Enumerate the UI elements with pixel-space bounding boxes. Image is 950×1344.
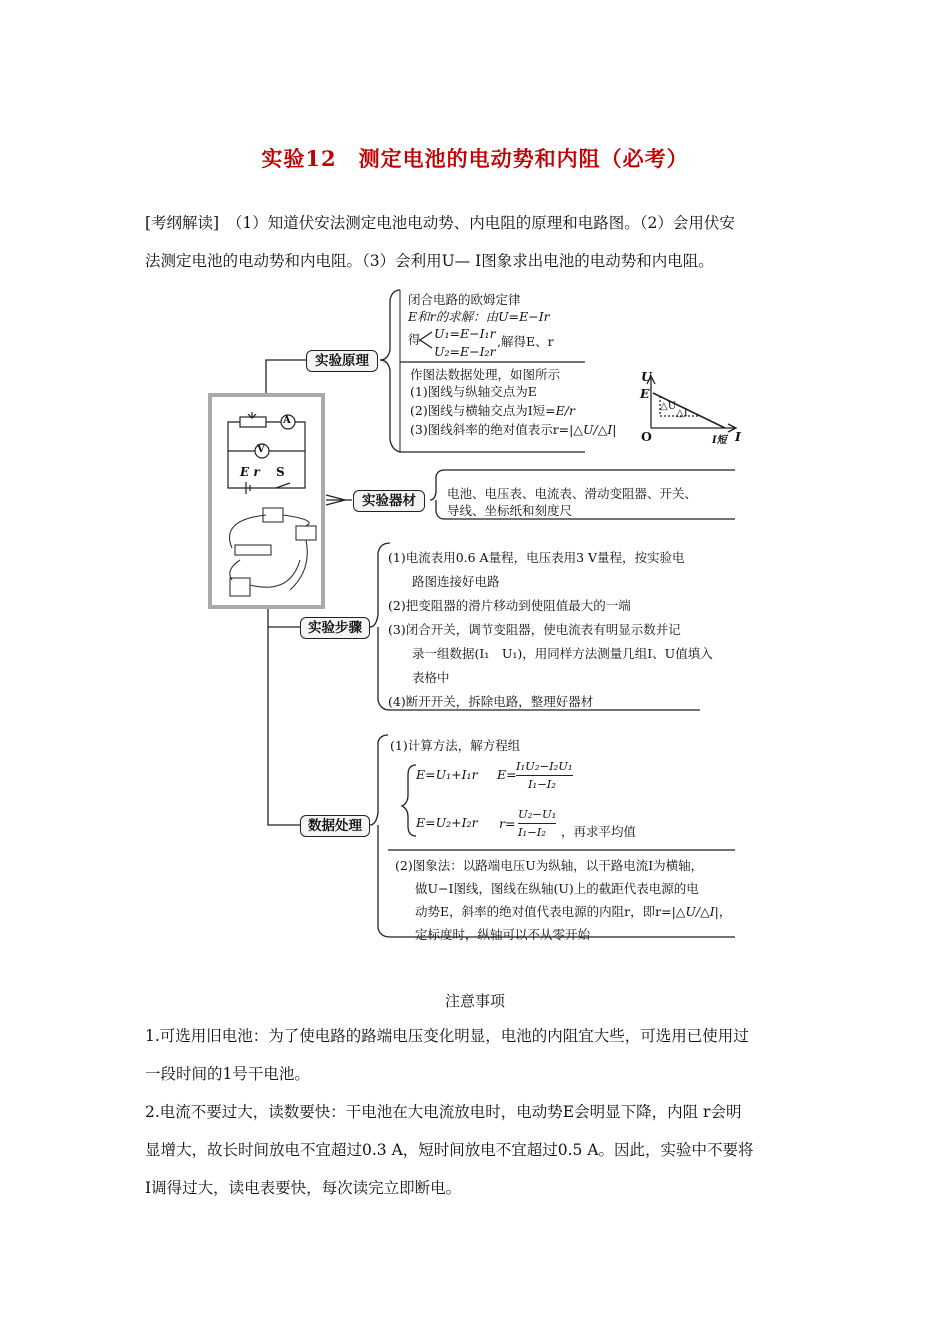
graph-e-label: E [640, 386, 650, 401]
switch-label: S [276, 465, 285, 479]
note-1-line-2: 一段时间的1号干电池。 [145, 1065, 310, 1083]
step-1-line-1: (1)电流表用0.6 A量程，电压表用3 V量程，按实验电 [388, 550, 685, 565]
graph-i-axis-label: I [735, 429, 741, 444]
data-e-label: E= [497, 767, 517, 782]
principle-slope-formula: |△U/△I| [569, 422, 617, 437]
data-e-numerator: I₁U₂−I₂U₁ [516, 758, 573, 776]
data-graph-slope: |△U/△I| [671, 904, 719, 919]
data-eq-1: E=U₁+I₁r [416, 767, 478, 782]
principle-line-5: (1)图线与纵轴交点为E [410, 384, 537, 399]
principle-graph-text [410, 366, 617, 438]
data-graph-line-2: 做U−I图线，图线在纵轴(U)上的截距代表电源的电 [415, 881, 699, 896]
principle-eq-2: U₂=E−I₂r [434, 344, 496, 359]
data-r-label: r= [499, 816, 516, 831]
data-graph-line-1: (2)图象法：以路端电压U为纵轴，以干路电流I为横轴， [395, 858, 704, 873]
equipment-text [447, 485, 697, 519]
principle-line-2: E和r的求解：由U=E−Ir [408, 309, 550, 324]
graph-ishort-label: I短 [712, 435, 727, 446]
graph-di-label: △I [676, 408, 688, 419]
intro-line-1: [考纲解读] （1）知道伏安法测定电池电动势、内电阻的原理和电路图。（2）会用伏安 [145, 214, 735, 232]
principle-ishort-formula: E/r [555, 403, 575, 418]
data-graph-line-4: 定标度时，纵轴可以不从零开始 [415, 927, 591, 942]
page-title: 实验12 测定电池的电动势和内阻（必考） [261, 146, 689, 171]
steps-label: 实验步骤 [300, 617, 370, 639]
note-1 [145, 1017, 815, 1093]
steps-text [388, 546, 713, 714]
step-3-line-2: 录一组数据(I₁ U₁)，用同样方法测量几组I、U值填入 [412, 646, 713, 661]
step-1-line-2: 路图连接好电路 [412, 574, 500, 589]
principle-solve: ,解得E、r [497, 334, 554, 349]
data-label: 数据处理 [300, 815, 370, 837]
data-average: ，再求平均值 [561, 824, 637, 839]
battery-label: E r [240, 465, 260, 479]
graph-u-axis-label: U [641, 369, 652, 384]
data-r-denominator: I₁−I₂ [518, 825, 546, 839]
principle-line-7: (3)图线斜率的绝对值表示r= [410, 422, 570, 437]
data-r-numerator: U₂−U₁ [518, 806, 556, 824]
note-2-line-3: I调得过大，读电表要快，每次读完立即断电。 [145, 1179, 462, 1197]
data-e-denominator: I₁−I₂ [528, 777, 556, 791]
note-2 [145, 1093, 815, 1207]
step-3-line-3: 表格中 [412, 670, 450, 685]
data-method-2 [395, 854, 731, 946]
note-1-line-1: 1.可选用旧电池：为了使电路的路端电压变化明显，电池的内阻宜大些，可选用已使用过 [145, 1027, 749, 1045]
step-4: (4)断开开关，拆除电路，整理好器材 [388, 694, 594, 709]
graph-du-label: △U [660, 401, 677, 412]
data-graph-line-3-end: ， [718, 904, 732, 919]
principle-line-3a: 得 [408, 332, 421, 347]
equipment-line-1: 电池、电压表、电流表、滑动变阻器、开关、 [447, 486, 698, 501]
step-3-line-1: (3)闭合开关，调节变阻器，使电流表有明显示数并记 [388, 622, 681, 637]
principle-label: 实验原理 [306, 350, 378, 372]
data-method-1: (1)计算方法，解方程组 [390, 738, 521, 753]
principle-line-6: (2)图线与横轴交点为I短= [410, 403, 556, 418]
data-graph-line-3: 动势E，斜率的绝对值代表电源的内阻r，即r= [415, 904, 672, 919]
note-2-line-1: 2.电流不要过大，读数要快：干电池在大电流放电时，电动势E会明显下降，内阻 r会明 [145, 1103, 742, 1121]
step-2: (2)把变阻器的滑片移动到使阻值最大的一端 [388, 598, 631, 613]
principle-text [408, 291, 550, 325]
voltmeter-label: V [257, 444, 265, 455]
ammeter-label: A [283, 415, 291, 426]
equipment-line-2: 导线、坐标纸和刻度尺 [447, 503, 573, 518]
principle-line-4: 作图法数据处理，如图所示 [410, 367, 561, 382]
principle-eq-1: U₁=E−I₁r [434, 326, 496, 341]
graph-origin-label: O [641, 429, 652, 444]
principle-line-1: 闭合电路的欧姆定律 [408, 292, 521, 307]
data-eq-2: E=U₂+I₂r [416, 815, 478, 830]
note-2-line-2: 显增大，故长时间放电不宜超过0.3 A，短时间放电不宜超过0.5 A。因此，实验中不要将 [145, 1141, 754, 1159]
intro-line-2: 法测定电池的电动势和内电阻。（3）会利用U— I图象求出电池的电动势和内电阻。 [145, 252, 714, 270]
equipment-label: 实验器材 [353, 490, 425, 512]
notes-heading: 注意事项 [444, 992, 505, 1010]
